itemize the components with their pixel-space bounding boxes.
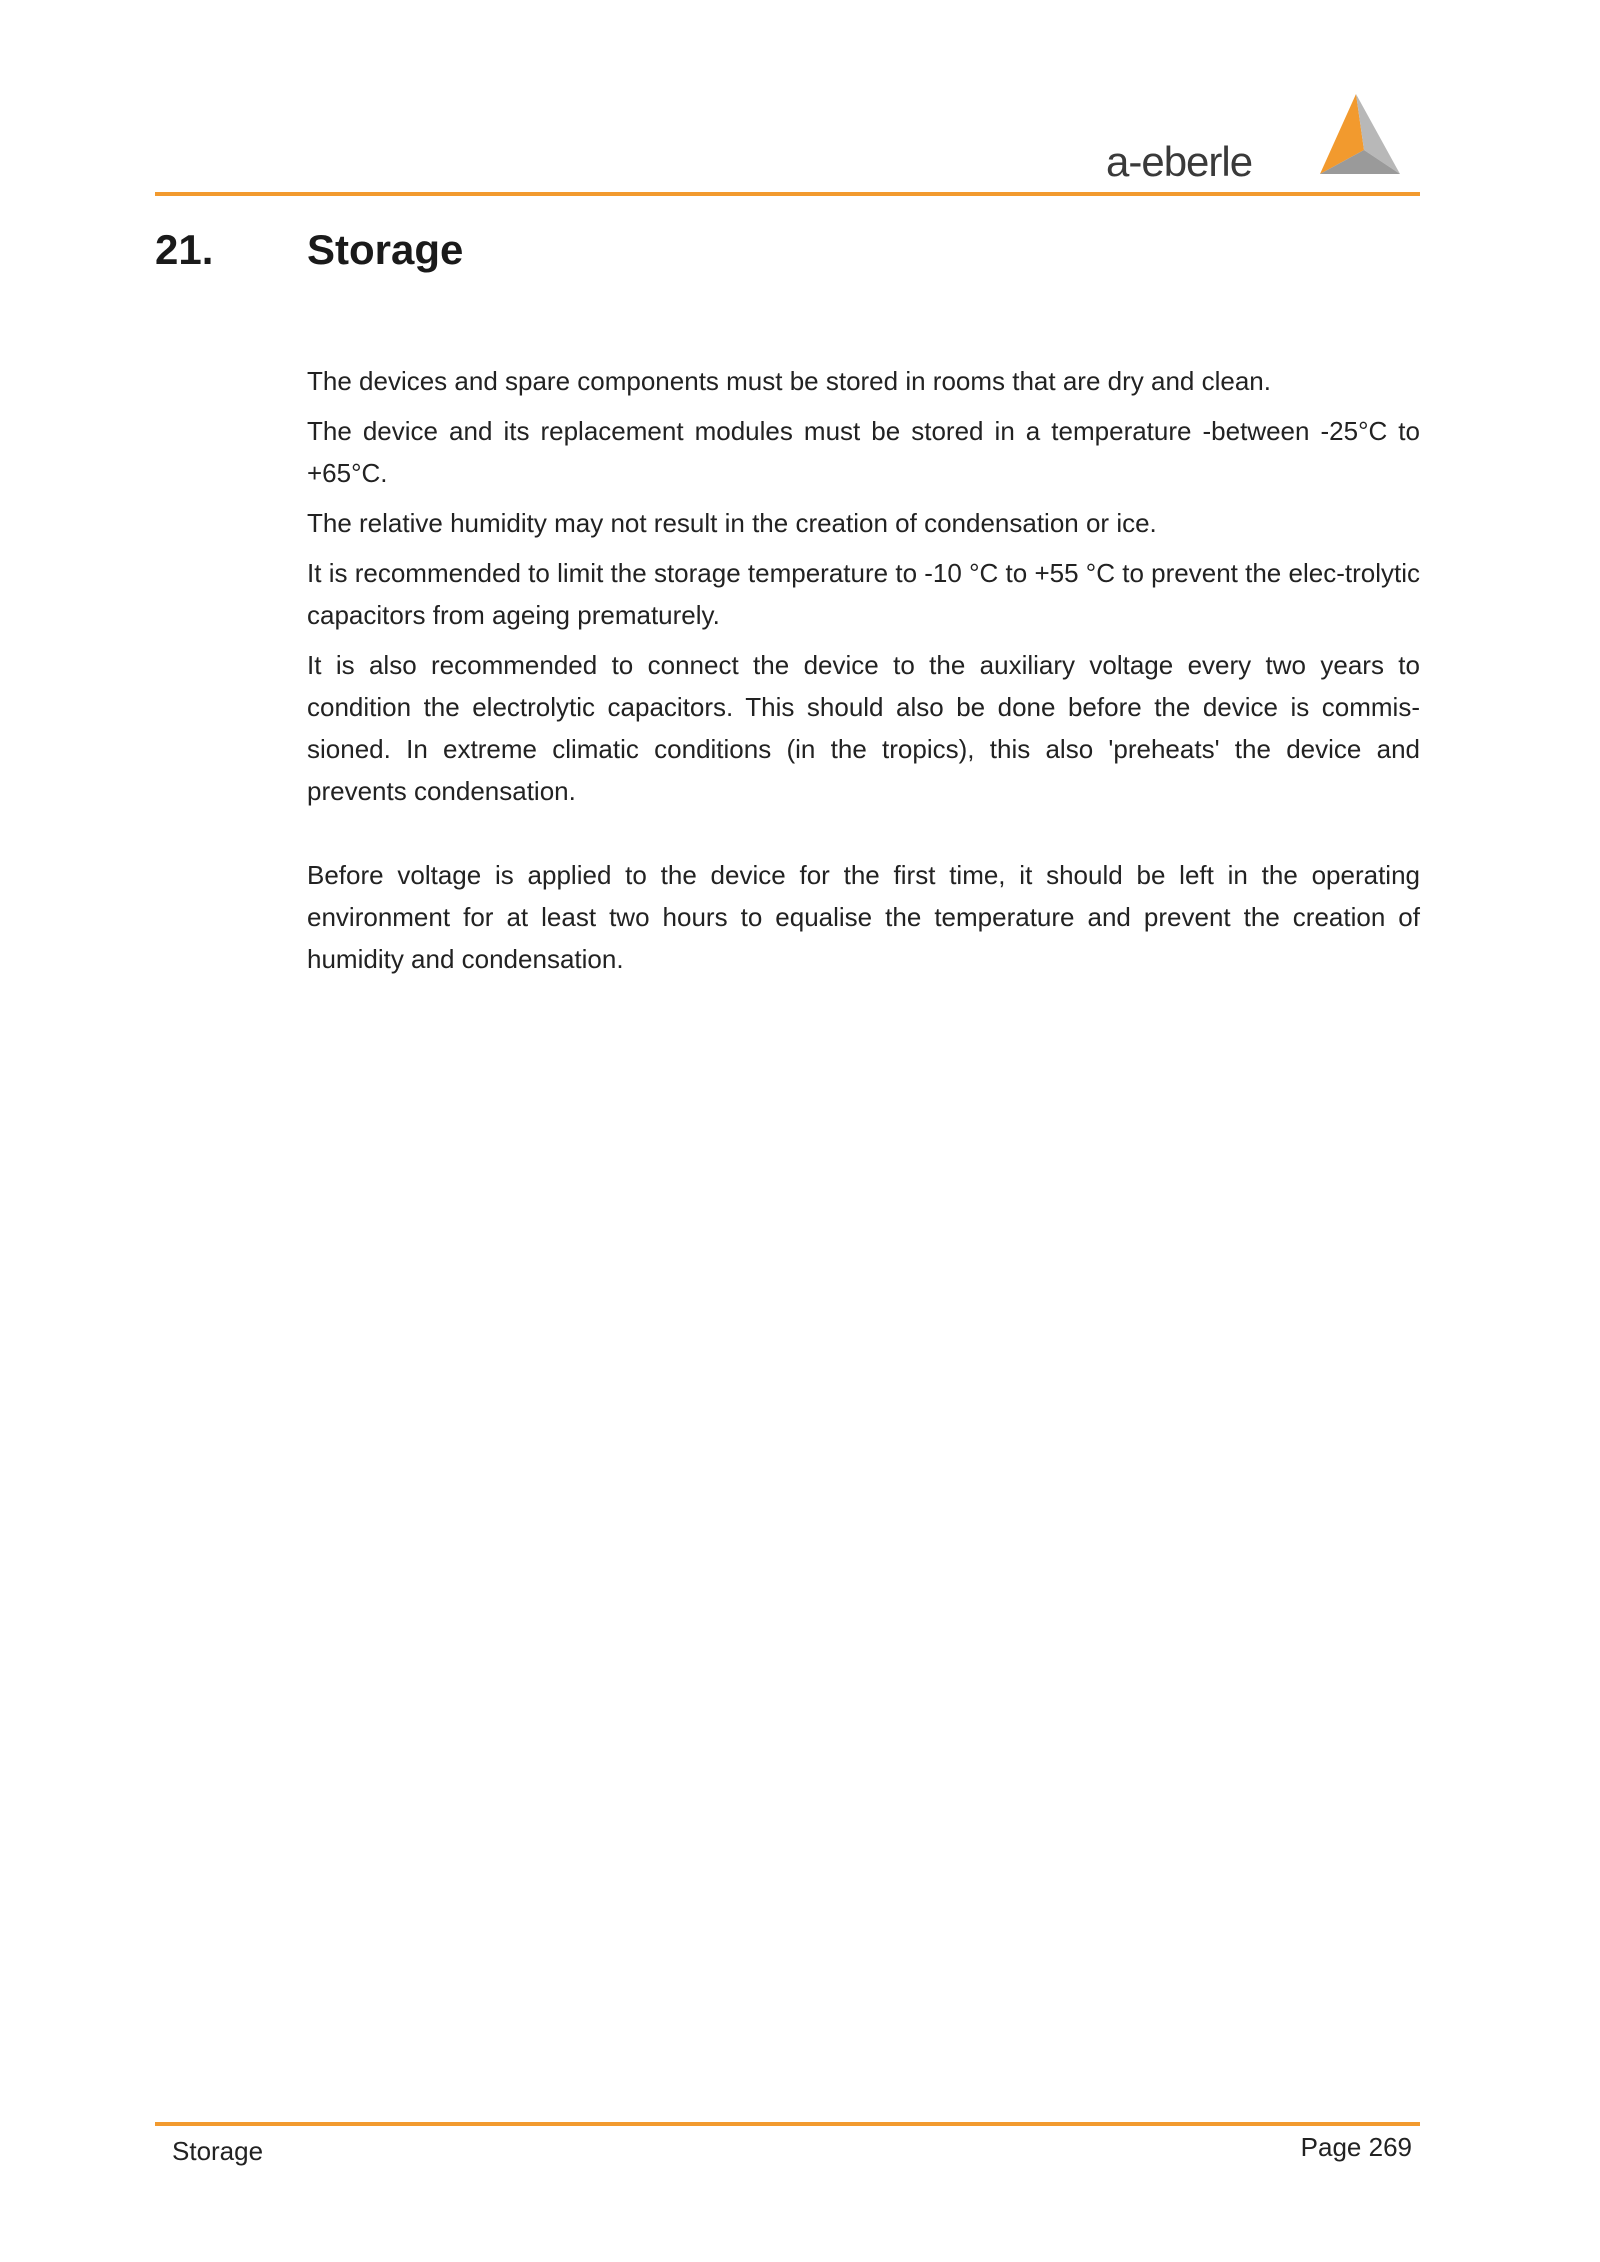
- logo-wordmark: a-eberle: [1106, 138, 1253, 185]
- paragraph-first-voltage: Before voltage is applied to the device for the first time, it should be left in the operating environment for at least two hours to equalise the temperature and prevent the creation of humidity and condensation.: [307, 860, 1420, 974]
- chapter-number: 21.: [155, 226, 214, 273]
- header-divider: [155, 192, 1420, 196]
- paragraph-humidity: The relative humidity may not result in the creation of condensation or ice.: [307, 508, 1157, 538]
- paragraph-auxiliary-voltage: It is also recommended to connect the device to the auxiliary voltage every two years to condition the electrolytic capacitors. This should also be done before the device is commis-sioned. In extreme climatic conditions (in the tropics), this also 'preheats' the device and prevents condensation.: [307, 650, 1420, 806]
- body-text: [307, 360, 1420, 988]
- chapter-heading: [155, 226, 1420, 286]
- paragraph-recommended-temperature: It is recommended to limit the storage temperature to -10 °C to +55 °C to prevent the elec-trolytic capacitors from ageing prematurely.: [307, 558, 1420, 630]
- triangle-logo-icon: [1296, 92, 1406, 182]
- footer-divider: [155, 2122, 1420, 2126]
- page-number: Page 269: [1300, 2132, 1412, 2162]
- paragraph-dry-clean: The devices and spare components must be stored in rooms that are dry and clean.: [307, 366, 1271, 396]
- chapter-title: Storage: [307, 226, 464, 273]
- paragraph-temperature-range: The device and its replacement modules must be stored in a temperature -between -25°C to +65°C.: [307, 416, 1420, 488]
- footer-section-label: Storage: [172, 2136, 264, 2166]
- company-logo: [1106, 88, 1406, 184]
- page-header: [155, 88, 1420, 198]
